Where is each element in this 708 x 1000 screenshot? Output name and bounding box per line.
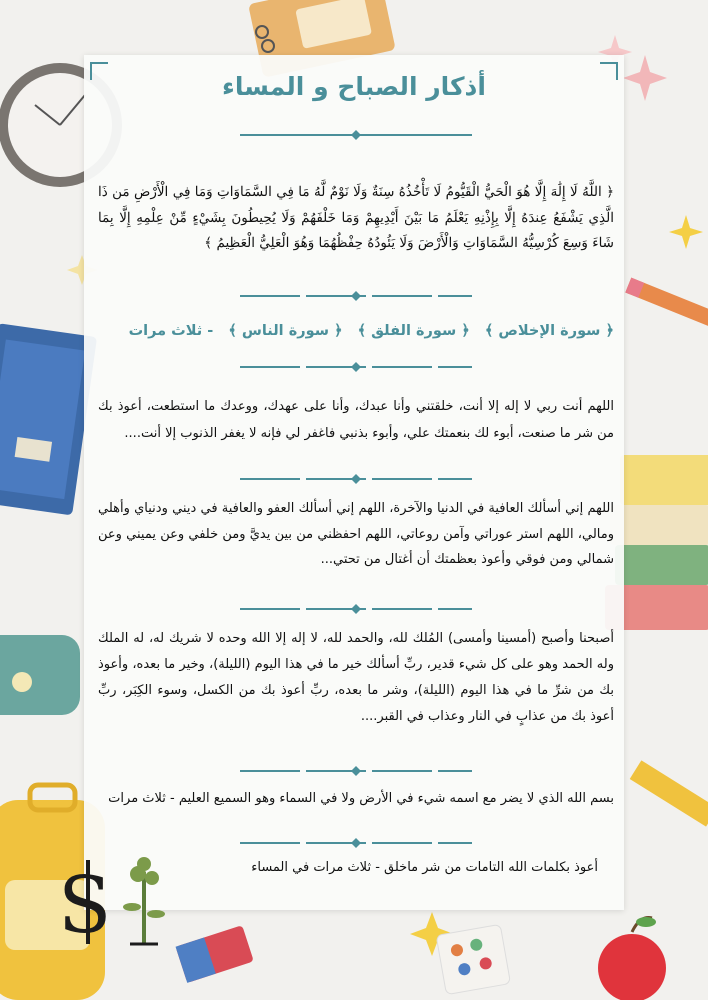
paint-palette-icon <box>436 924 510 994</box>
page-title: أذكار الصباح و المساء <box>222 72 486 101</box>
section-divider <box>240 362 472 372</box>
surah-ikhlas: ﴿ سورة الإخلاص ﴾ <box>484 323 614 339</box>
repeat-count: - ثلاث مرات <box>128 323 214 339</box>
surah-falaq: ﴿ سورة الفلق ﴾ <box>357 323 470 339</box>
notebook-icon <box>0 323 97 515</box>
dua-sayyid-istighfar: اللهم أنت ربي لا إله إلا أنت، خلقتني وأنا عبدك، وأنا على عهدك، ووعدك ما استطعت، أعوذ بك من شر ما صنعت، أبوء لك بنعمتك علي، وأبوء بذنبي فاغفر لي فإنه لا يغفر الذنوب إلا أنت.... <box>98 399 614 441</box>
logo-icon <box>50 852 180 952</box>
surahs-line <box>98 320 614 342</box>
pencil-case-icon <box>0 635 80 715</box>
section-divider <box>240 474 472 484</box>
pencil-icon <box>630 760 708 826</box>
ayat-al-kursi: ﴿ اللَّهُ لَا إِلَٰهَ إِلَّا هُوَ الْحَيُّ الْقَيُّومُ لَا تَأْخُذُهُ سِنَةٌ وَلَا نَوْمٌ لَّهُ مَا فِي السَّمَاوَاتِ وَمَا فِي الْأَرْضِ مَن ذَا الَّذِي يَشْفَعُ عِندَهُ إِلَّا بِإِذْنِهِ يَعْلَمُ مَا بَيْنَ أَيْدِيهِمْ وَمَا خَلْفَهُمْ وَلَا يُحِيطُونَ بِشَيْءٍ مِّنْ عِلْمِهِ إِلَّا بِمَا شَاءَ وَسِعَ كُرْسِيُّهُ السَّمَاوَاتِ وَالْأَرْضَ وَلَا يَئُودُهُ حِفْظُهُمَا وَهُوَ الْعَلِيُّ الْعَظِيمُ ﴾ <box>98 184 614 251</box>
title-divider <box>240 130 472 140</box>
section-divider <box>240 838 472 848</box>
apple-icon <box>598 917 666 1000</box>
star-icon <box>669 215 703 249</box>
pencil-icon <box>625 278 708 327</box>
eraser-icon <box>176 925 254 983</box>
dua-bismillah: بسم الله الذي لا يضر مع اسمه شيء في الأرض ولا في السماء وهو السميع العليم - ثلاث مرات <box>108 791 614 806</box>
dua-asbahna: أصبحنا وأصبح (أمسينا وأمسى) المُلك لله، والحمد لله، لا إله إلا الله وحده لا شريك له، له الملك وله الحمد وهو على كل شيء قدير، ربِّ أسألك خير ما في هذا اليوم (الليلة)، وخير ما بعده، وأعوذ بك من شرِّ ما في هذا اليوم (الليلة)، وشر ما بعده، ربِّ أعوذ بك من الكسل، وسوء الكِبَر، ربِّ أعوذ بك من عذابٍ في النار وعذاب في القبر.... <box>98 631 614 724</box>
section-divider <box>240 291 472 301</box>
section-divider <box>240 766 472 776</box>
section-divider <box>240 604 472 614</box>
dua-afiya: اللهم إني أسألك العافية في الدنيا والآخرة، اللهم إني أسألك العفو والعافية في ديني ودنياي وأهلي ومالي، اللهم استر عوراتي وآمن روعاتي، اللهم احفظني من بين يديَّ ومن خلفي وعن يميني وعن شمالي ومن فوقي وأعوذ بعظمتك أن أغتال من تحتي... <box>98 501 614 567</box>
svg-text:S: S <box>58 861 112 951</box>
dua-kalimat: أعوذ بكلمات الله التامات من شر ماخلق - ثلاث مرات في المساء <box>251 860 598 875</box>
surah-nas: ﴿ سورة الناس ﴾ <box>228 323 343 339</box>
